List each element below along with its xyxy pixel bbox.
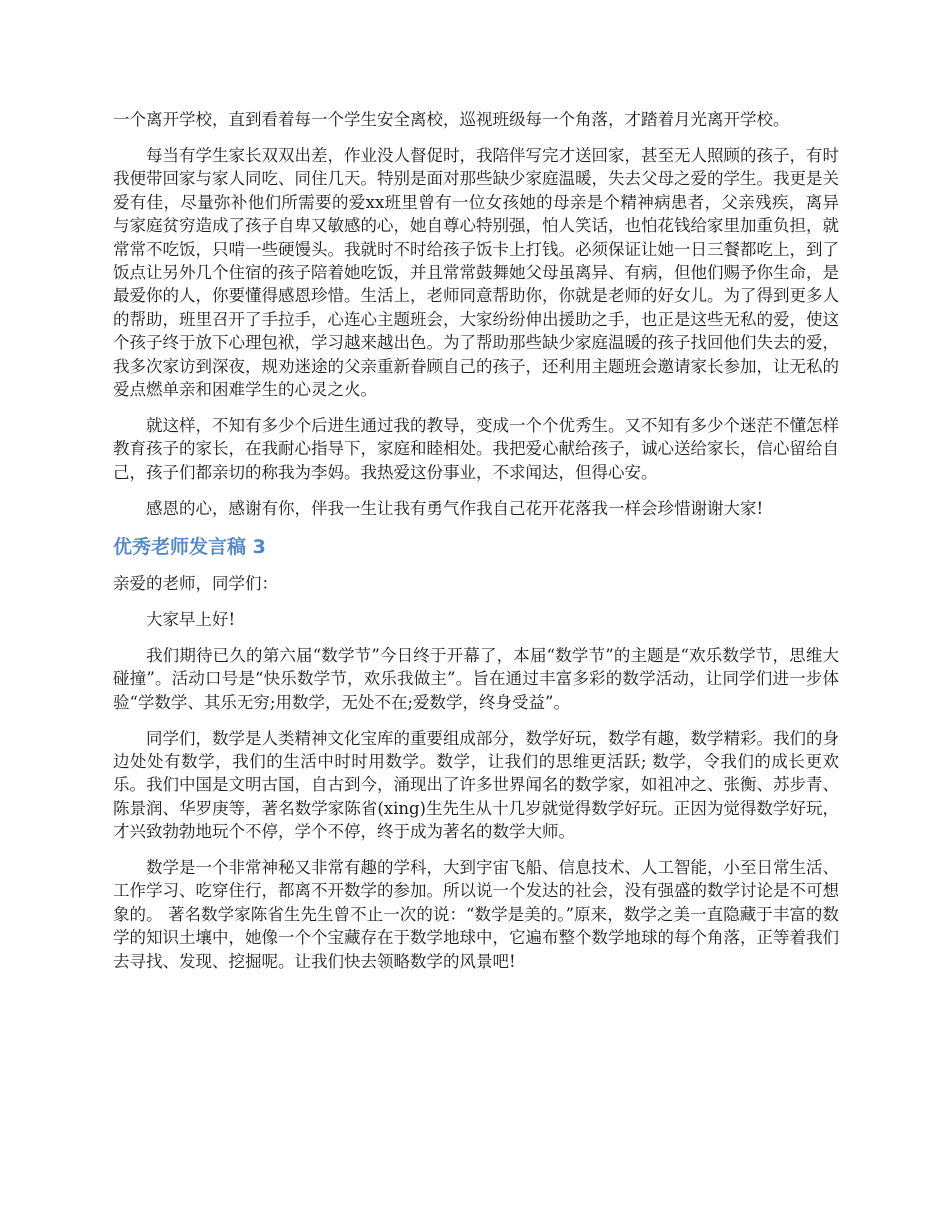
paragraph-6: 同学们，数学是人类精神文化宝库的重要组成部分，数学好玩，数学有趣，数学精彩。我们的身边处处有数学，我们的生活中时时用数学。数学，让我们的思维更活跃; 数学，令我们的成长更欢乐。我们中国是文明古国，自古到今，涌现出了许多世界闻名的数学家，如祖冲之、张衡、苏步青、陈景润、华罗庚等，著名数学家陈省(xing)生先生从十几岁就觉得数学好玩。正因为觉得数学好玩，才兴致勃勃地玩个不停，学个不停，终于成为著名的数学大师。 (113, 728, 839, 842)
paragraph-1: 一个离开学校，直到看着每一个学生安全离校，巡视班级每一个角落，才踏着月光离开学校。 (113, 110, 790, 129)
paragraph-7: 数学是一个非常神秘又非常有趣的学科，大到宇宙飞船、信息技术、人工智能，小至日常生活、工作学习、吃穿住行，都离不开数学的参加。所以说一个发达的社会，没有强盛的数学讨论是不可想象的。 著名数学家陈省生先生曾不止一次的说：“数学是美的。”原来，数学之美一直隐藏于丰富的数学的知识土壤中，她像一个个宝藏存在于数学地球中，它遍布整个数学地球的每个角落，正等着我们去寻找、发现、挖掘呢。让我们快去领略数学的风景吧! (113, 858, 839, 971)
salutation: 亲爱的老师，同学们： (113, 574, 278, 593)
paragraph-5: 我们期待已久的第六届“数学节”今日终于开幕了，本届“数学节”的主题是“欢乐数学节，思维大碰撞”。活动口号是“快乐数学节，欢乐我做主”。旨在通过丰富多彩的数学活动，让同学们进一步体验“学数学、其乐无穷;用数学，无处不在;爱数学，终身受益”。 (113, 645, 839, 712)
document-page (113, 108, 839, 986)
greeting: 大家早上好! (146, 609, 236, 629)
paragraph-4: 感恩的心，感谢有你，伴我一生让我有勇气作我自己花开花落我一样会珍惜谢谢大家! (146, 498, 764, 518)
section-heading: 优秀老师发言稿 3 (113, 536, 266, 558)
paragraph-2: 每当有学生家长双双出差，作业没人督促时，我陪伴写完才送回家，甚至无人照顾的孩子，有时我便带回家与家人同吃、同住几天。特别是面对那些缺少家庭温暖，失去父母之爱的学生。我更是关爱有佳，尽量弥补他们所需要的爱xx班里曾有一位女孩她的母亲是个精神病患者，父亲残疾，离异与家庭贫穷造成了孩子自卑又敏感的心，她自尊心特别强，怕人笑话，也怕花钱给家里加重负担，就常常不吃饭，只啃一些硬馒头。我就时不时给孩子饭卡上打钱。必须保证让她一日三餐都吃上，到了饭点让另外几个住宿的孩子陪着她吃饭，并且常常鼓舞她父母虽离异、有病，但他们赐予你生命，是最爱你的人，你要懂得感恩珍惜。生活上，老师同意帮助你，你就是老师的好女儿。为了得到更多人的帮助，班里召开了手拉手，心连心主题班会，大家纷纷伸出援助之手，也正是这些无私的爱，使这个孩子终于放下心理包袱，学习越来越出色。为了帮助那些缺少家庭温暖的孩子找回他们失去的爱，我多次家访到深夜，规劝迷途的父亲重新眷顾自己的孩子，还利用主题班会邀请家长参加，让无私的爱点燃单亲和困难学生的心灵之火。 (113, 145, 839, 399)
paragraph-3: 就这样，不知有多少个后进生通过我的教导，变成一个个优秀生。又不知有多少个迷茫不懂怎样教育孩子的家长，在我耐心指导下，家庭和睦相处。我把爱心献给孩子，诚心送给家长，信心留给自己，孩子们都亲切的称我为李妈。我热爱这份事业，不求闻达，但得心安。 (113, 415, 839, 482)
